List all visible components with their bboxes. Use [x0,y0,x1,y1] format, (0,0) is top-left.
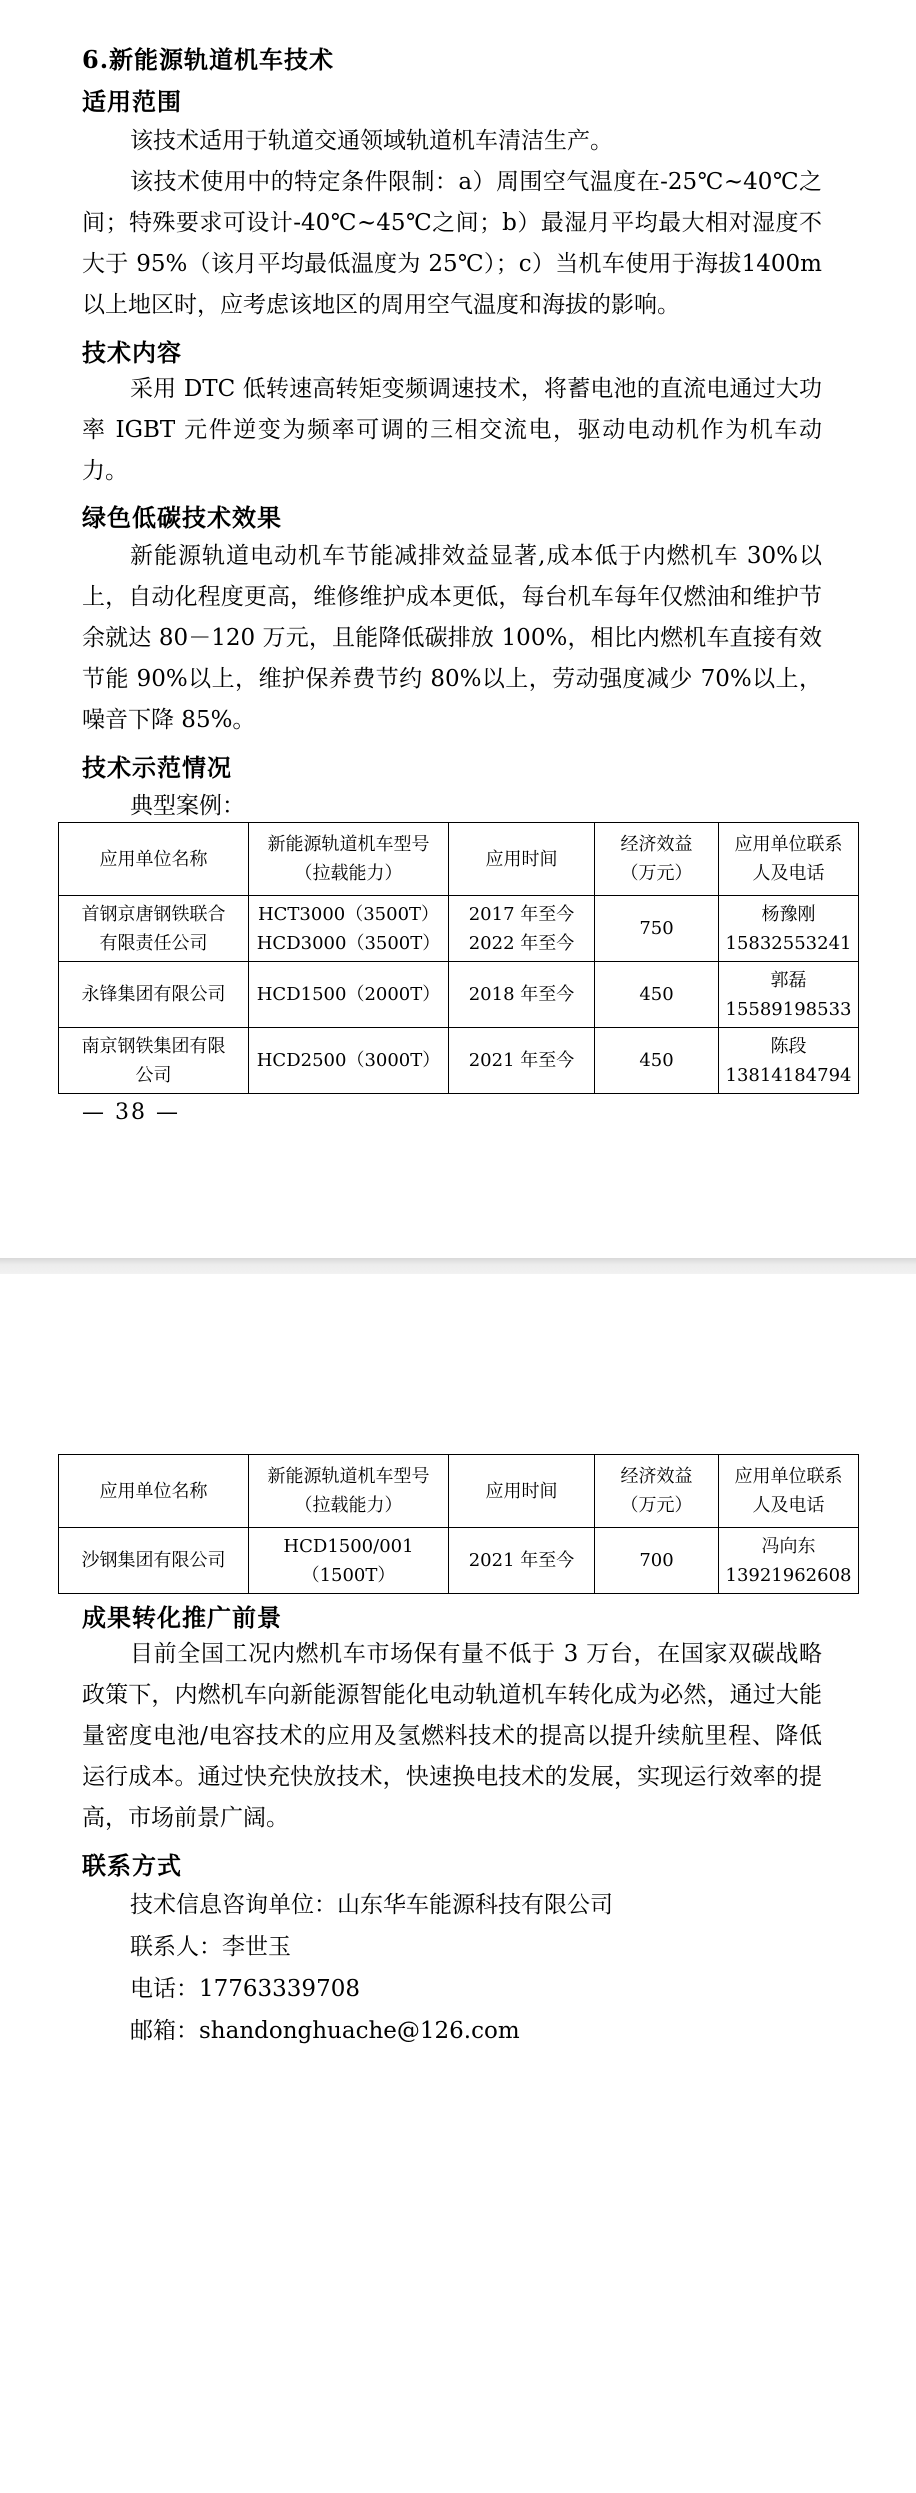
header-model-text: （拉载能力） [294,863,403,884]
cell-time-text: 2017 年至今 [468,903,575,925]
table-body [59,896,859,1094]
header-time-text: 应用时间 [485,1480,558,1502]
table-row [59,1528,859,1594]
header-model [249,823,449,896]
header-benefit [595,1455,719,1528]
cell-benefit [595,1528,719,1594]
cell-time-text: 2018 年至今 [468,984,575,1005]
cell-model [249,896,449,962]
cell-unit-text: 首钢京唐钢铁联合 [81,903,226,925]
contact-person: 联系人：李世玉 [130,1934,291,1960]
cell-unit-text: 沙钢集团有限公司 [81,1550,226,1571]
header-unit-text: 应用单位名称 [99,848,208,870]
cell-contact [719,896,859,962]
page-separator [0,1258,916,1274]
cell-unit-text: 南京钢铁集团有限 [81,1035,226,1057]
header-model [249,1455,449,1528]
header-benefit-text: 经济效益 [620,834,693,855]
cell-time-text: 2022 年至今 [468,932,575,954]
header-time [449,823,595,896]
cell-contact [719,1528,859,1594]
header-contact [719,823,859,896]
cell-model-text: HCD2500（3000T） [256,1050,441,1071]
contact-phone: 电话：17763339708 [130,1976,360,2002]
cell-contact-text: 15589198533 [725,998,852,1020]
cell-model [249,1028,449,1094]
cell-benefit-text: 450 [639,984,674,1005]
cell-contact [719,1028,859,1094]
cell-benefit-text: 700 [639,1550,674,1571]
header-benefit-text: （万元） [620,863,693,884]
demo-paragraph: 典型案例： [130,793,245,819]
cell-unit-text: 永锋集团有限公司 [81,984,226,1005]
contact-unit: 技术信息咨询单位：山东华车能源科技有限公司 [130,1892,613,1918]
header-model-text: （拉载能力） [294,1495,403,1516]
scope-heading: 适用范围 [82,87,182,116]
effect-paragraph: 新能源轨道电动机车节能减排效益显著,成本低于内燃机车 30%以上，自动化程度更高，维修维护成本更低，每台机车每年仅燃油和维护节余就达 80－120 万元，且能降低碳排放 100%，相比内燃机车直接有效节能 90%以上，维护保养费节约 80%以上，劳动强度减少 70%以上，噪音下降 85%。 [82,543,822,733]
cell-unit [59,896,249,962]
prospect-paragraph: 目前全国工况内燃机车市场保有量不低于 3 万台，在国家双碳战略政策下，内燃机车向新能源智能化电动轨道机车转化成为必然，通过大能量密度电池/电容技术的应用及氢燃料技术的提高以提升续航里程、降低运行成本。通过快充快放技术，快速换电技术的发展，实现运行效率的提高，市场前景广阔。 [82,1641,822,1831]
cell-model-text: HCT3000（3500T） [257,903,440,925]
header-model-text: 新能源轨道机车型号 [267,1466,430,1487]
header-contact-text: 人及电话 [752,863,825,884]
cell-contact-text: 郭磊 [770,969,807,991]
header-contact [719,1455,859,1528]
section-title: 6.新能源轨道机车技术 [82,45,335,74]
cell-model-text: （1500T） [301,1564,396,1586]
header-time [449,1455,595,1528]
header-benefit-text: 经济效益 [620,1466,693,1487]
document-page-39 [0,1274,916,2493]
content-paragraph: 采用 DTC 低转速高转矩变频调速技术，将蓄电池的直流电通过大功率 IGBT 元件逆变为频率可调的三相交流电，驱动电动机作为机车动力。 [82,376,822,484]
table-header-row [59,823,859,896]
cell-model [249,962,449,1028]
cell-time [449,1028,595,1094]
cell-contact [719,962,859,1028]
cell-unit-text: 公司 [135,1064,172,1086]
effect-heading: 绿色低碳技术效果 [82,503,282,532]
header-contact-text: 应用单位联系 [734,1466,843,1487]
cell-time [449,1528,595,1594]
cell-contact-text: 冯向东 [761,1535,816,1557]
cell-time [449,896,595,962]
table-header-row [59,1455,859,1528]
contact-heading: 联系方式 [82,1851,182,1880]
cell-benefit-text: 450 [639,1050,674,1071]
cell-time [449,962,595,1028]
table-body [59,1528,859,1594]
table-row [59,962,859,1028]
cell-contact-text: 13921962608 [725,1564,852,1586]
cell-model-text: HCD1500（2000T） [256,984,441,1005]
cell-contact-text: 15832553241 [725,932,852,954]
scope-paragraph-2: 该技术使用中的特定条件限制：a）周围空气温度在-25℃~40℃之间；特殊要求可设计-40℃~45℃之间；b）最湿月平均最大相对湿度不大于 95%（该月平均最低温度为 25℃）；c）当机车使用于海拔1400m 以上地区时，应考虑该地区的周用空气温度和海拔的影响。 [82,169,822,318]
header-contact-text: 人及电话 [752,1495,825,1516]
cell-model [249,1528,449,1594]
demo-heading: 技术示范情况 [82,753,232,782]
header-benefit [595,823,719,896]
case-table-continued [58,1454,859,1594]
header-unit-text: 应用单位名称 [99,1480,208,1502]
case-table [58,822,859,1094]
cell-contact-text: 杨豫刚 [761,903,816,925]
cell-model-text: HCD1500/001 [283,1535,414,1557]
scope-paragraph-1: 该技术适用于轨道交通领域轨道机车清洁生产。 [130,128,613,154]
cell-time-text: 2021 年至今 [468,1050,575,1071]
cell-unit [59,1028,249,1094]
cell-benefit-text: 750 [639,918,674,939]
cell-benefit [595,896,719,962]
cell-benefit [595,962,719,1028]
prospect-heading: 成果转化推广前景 [82,1603,282,1632]
cell-contact-text: 13814184794 [725,1064,852,1086]
contact-email: 邮箱：shandonghuache@126.com [130,2018,520,2044]
header-model-text: 新能源轨道机车型号 [267,834,430,855]
cell-unit-text: 有限责任公司 [99,932,208,954]
table-row [59,1028,859,1094]
table-row [59,896,859,962]
cell-unit [59,962,249,1028]
content-heading: 技术内容 [82,338,182,367]
page-number: — 38 — [82,1100,180,1125]
cell-time-text: 2021 年至今 [468,1550,575,1571]
cell-benefit [595,1028,719,1094]
cell-model-text: HCD3000（3500T） [256,932,441,954]
cell-unit [59,1528,249,1594]
cell-contact-text: 陈段 [770,1035,807,1057]
header-benefit-text: （万元） [620,1495,693,1516]
header-unit [59,823,249,896]
header-time-text: 应用时间 [485,848,558,870]
header-contact-text: 应用单位联系 [734,834,843,855]
header-unit [59,1455,249,1528]
